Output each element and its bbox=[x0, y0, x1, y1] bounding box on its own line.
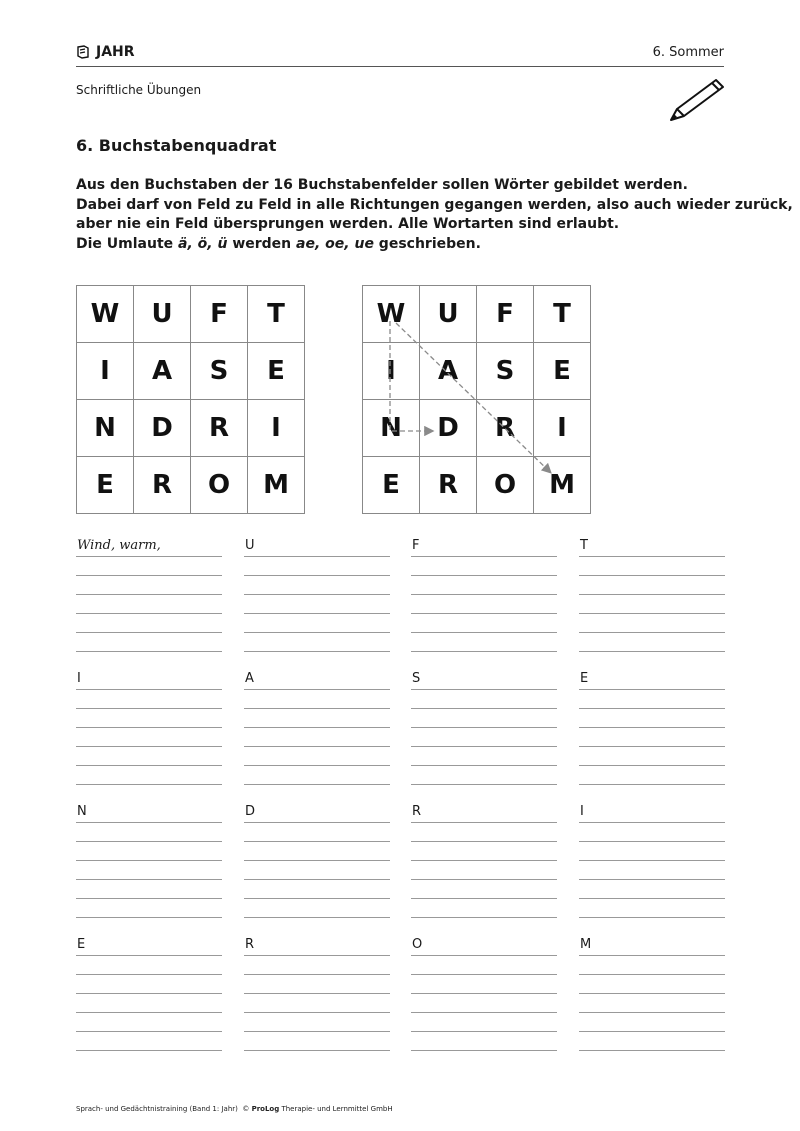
answer-heading[interactable]: S bbox=[411, 671, 557, 690]
header-logo bbox=[76, 44, 135, 60]
answer-line[interactable] bbox=[411, 1032, 557, 1051]
answer-line[interactable] bbox=[244, 595, 390, 614]
answer-heading[interactable]: Wind, warm, bbox=[76, 538, 222, 557]
answer-line[interactable] bbox=[76, 595, 222, 614]
header-divider bbox=[76, 66, 724, 67]
footer bbox=[76, 1105, 393, 1113]
section-label: Schriftliche Übungen bbox=[76, 83, 202, 97]
grid-cell: A bbox=[134, 343, 191, 400]
answer-heading[interactable]: I bbox=[76, 671, 222, 690]
answer-line[interactable] bbox=[76, 899, 222, 918]
answer-line[interactable] bbox=[411, 956, 557, 975]
answer-block bbox=[579, 671, 725, 785]
pencil-icon bbox=[668, 76, 726, 122]
answer-block bbox=[76, 538, 222, 652]
grid-cell: U bbox=[134, 286, 191, 343]
answer-line[interactable] bbox=[244, 994, 390, 1013]
answer-line[interactable] bbox=[76, 842, 222, 861]
answer-block bbox=[411, 671, 557, 785]
grid-cell: E bbox=[534, 343, 591, 400]
instruction-line: Dabei darf von Feld zu Feld in alle Richtungen gegangen werden, also auch wieder zurück, bbox=[76, 196, 793, 213]
answer-line[interactable] bbox=[244, 956, 390, 975]
answer-line[interactable] bbox=[579, 956, 725, 975]
answer-heading[interactable]: M bbox=[579, 937, 725, 956]
answer-line[interactable] bbox=[76, 880, 222, 899]
answer-line[interactable] bbox=[76, 747, 222, 766]
answer-line[interactable] bbox=[244, 975, 390, 994]
answer-block bbox=[244, 538, 390, 652]
grid-cell: R bbox=[134, 457, 191, 514]
answer-heading[interactable]: O bbox=[411, 937, 557, 956]
answer-line[interactable] bbox=[579, 595, 725, 614]
answer-line[interactable] bbox=[244, 576, 390, 595]
answer-line[interactable] bbox=[76, 956, 222, 975]
answer-line[interactable] bbox=[244, 557, 390, 576]
grid-cell: I bbox=[363, 343, 420, 400]
answer-line[interactable] bbox=[411, 633, 557, 652]
footer-copyright: © bbox=[242, 1105, 250, 1113]
answer-line[interactable] bbox=[579, 975, 725, 994]
answer-line[interactable] bbox=[244, 747, 390, 766]
answer-line[interactable] bbox=[244, 842, 390, 861]
answer-line[interactable] bbox=[411, 861, 557, 880]
answer-block bbox=[411, 937, 557, 1051]
answer-heading[interactable]: A bbox=[244, 671, 390, 690]
answer-heading[interactable]: T bbox=[579, 538, 725, 557]
answer-line[interactable] bbox=[244, 728, 390, 747]
answer-heading[interactable]: R bbox=[411, 804, 557, 823]
grid-cell: E bbox=[77, 457, 134, 514]
book-logo-icon bbox=[76, 45, 90, 59]
answer-line[interactable] bbox=[244, 880, 390, 899]
answer-line[interactable] bbox=[76, 728, 222, 747]
answer-block bbox=[579, 804, 725, 918]
grid-cell: D bbox=[420, 400, 477, 457]
grid-cell: E bbox=[363, 457, 420, 514]
answer-line[interactable] bbox=[76, 576, 222, 595]
answer-line[interactable] bbox=[244, 823, 390, 842]
answer-line[interactable] bbox=[411, 614, 557, 633]
grid-cell: O bbox=[477, 457, 534, 514]
answer-block bbox=[244, 671, 390, 785]
answer-line[interactable] bbox=[579, 747, 725, 766]
answer-block bbox=[76, 804, 222, 918]
answer-line[interactable] bbox=[244, 690, 390, 709]
answer-line[interactable] bbox=[411, 690, 557, 709]
answer-line[interactable] bbox=[411, 766, 557, 785]
answer-line[interactable] bbox=[76, 1013, 222, 1032]
header-logo-text: JAHR bbox=[96, 44, 135, 60]
grid-cell: R bbox=[420, 457, 477, 514]
answer-line[interactable] bbox=[411, 557, 557, 576]
answer-line[interactable] bbox=[411, 709, 557, 728]
answer-line[interactable] bbox=[244, 614, 390, 633]
answer-heading[interactable]: D bbox=[244, 804, 390, 823]
answer-heading[interactable]: U bbox=[244, 538, 390, 557]
answer-block bbox=[579, 538, 725, 652]
grid-cell: R bbox=[477, 400, 534, 457]
answer-block bbox=[76, 671, 222, 785]
answer-line[interactable] bbox=[76, 633, 222, 652]
grid-cell: N bbox=[363, 400, 420, 457]
answer-line[interactable] bbox=[579, 633, 725, 652]
answer-line[interactable] bbox=[579, 766, 725, 785]
answer-line[interactable] bbox=[411, 576, 557, 595]
answer-line[interactable] bbox=[579, 728, 725, 747]
header-season: 6. Sommer bbox=[652, 45, 724, 60]
answer-line[interactable] bbox=[411, 880, 557, 899]
grid-cell: I bbox=[77, 343, 134, 400]
answer-line[interactable] bbox=[76, 614, 222, 633]
answer-heading[interactable]: R bbox=[244, 937, 390, 956]
answer-line[interactable] bbox=[76, 1032, 222, 1051]
answer-line[interactable] bbox=[411, 975, 557, 994]
answer-block bbox=[579, 937, 725, 1051]
footer-brand: ProLog bbox=[251, 1105, 280, 1113]
grid-cell: I bbox=[534, 400, 591, 457]
grid-cell: E bbox=[248, 343, 305, 400]
answer-line[interactable] bbox=[579, 576, 725, 595]
answer-line[interactable] bbox=[579, 614, 725, 633]
answer-line[interactable] bbox=[579, 690, 725, 709]
answer-line[interactable] bbox=[244, 633, 390, 652]
answer-line[interactable] bbox=[411, 823, 557, 842]
answer-line[interactable] bbox=[76, 690, 222, 709]
grid-cell: S bbox=[477, 343, 534, 400]
grid-cell: I bbox=[248, 400, 305, 457]
grid-cell: W bbox=[363, 286, 420, 343]
answer-block bbox=[244, 804, 390, 918]
answer-line[interactable] bbox=[579, 1032, 725, 1051]
answer-heading[interactable]: E bbox=[76, 937, 222, 956]
answer-line[interactable] bbox=[411, 1013, 557, 1032]
grid-cell: S bbox=[191, 343, 248, 400]
answer-line[interactable] bbox=[76, 557, 222, 576]
answer-line[interactable] bbox=[244, 709, 390, 728]
grid-cell: A bbox=[420, 343, 477, 400]
answer-line[interactable] bbox=[76, 823, 222, 842]
answer-line[interactable] bbox=[244, 1013, 390, 1032]
grid-cell: F bbox=[477, 286, 534, 343]
answer-heading[interactable]: E bbox=[579, 671, 725, 690]
grid-cell: M bbox=[248, 457, 305, 514]
grid-cell: D bbox=[134, 400, 191, 457]
answer-block bbox=[244, 937, 390, 1051]
answer-line[interactable] bbox=[411, 728, 557, 747]
grid-cell: W bbox=[77, 286, 134, 343]
answer-heading[interactable]: F bbox=[411, 538, 557, 557]
answer-line[interactable] bbox=[411, 994, 557, 1013]
grid-cell: T bbox=[534, 286, 591, 343]
instruction-line: aber nie ein Feld übersprungen werden. Alle Wortarten sind erlaubt. bbox=[76, 216, 620, 233]
answer-block bbox=[411, 804, 557, 918]
answer-line[interactable] bbox=[411, 842, 557, 861]
answer-heading[interactable]: I bbox=[579, 804, 725, 823]
letter-grid-blank bbox=[76, 285, 305, 514]
grid-cell: T bbox=[248, 286, 305, 343]
answer-heading[interactable]: N bbox=[76, 804, 222, 823]
grid-cell: F bbox=[191, 286, 248, 343]
answer-line[interactable] bbox=[579, 861, 725, 880]
footer-publisher: Therapie- und Lernmittel GmbH bbox=[281, 1105, 393, 1113]
answer-line[interactable] bbox=[76, 861, 222, 880]
answer-line[interactable] bbox=[579, 1013, 725, 1032]
answer-line[interactable] bbox=[411, 747, 557, 766]
answer-line[interactable] bbox=[579, 557, 725, 576]
instructions bbox=[76, 176, 793, 254]
answer-block bbox=[76, 937, 222, 1051]
answer-line[interactable] bbox=[244, 1032, 390, 1051]
answer-line[interactable] bbox=[76, 709, 222, 728]
answer-line[interactable] bbox=[244, 899, 390, 918]
grid-cell: M bbox=[534, 457, 591, 514]
footer-book: Sprach- und Gedächtnistraining (Band 1: Jahr) bbox=[76, 1105, 238, 1113]
grid-cell: O bbox=[191, 457, 248, 514]
answer-line[interactable] bbox=[76, 975, 222, 994]
answer-line[interactable] bbox=[579, 880, 725, 899]
answer-line[interactable] bbox=[411, 595, 557, 614]
answer-line[interactable] bbox=[579, 709, 725, 728]
grid-cell: R bbox=[191, 400, 248, 457]
answer-line[interactable] bbox=[76, 766, 222, 785]
answer-line[interactable] bbox=[579, 823, 725, 842]
answer-block bbox=[411, 538, 557, 652]
answer-line[interactable] bbox=[579, 842, 725, 861]
answer-line[interactable] bbox=[411, 899, 557, 918]
answer-line[interactable] bbox=[579, 899, 725, 918]
instruction-line: Die Umlaute ä, ö, ü werden ae, oe, ue geschrieben. bbox=[76, 235, 481, 252]
grid-cell: U bbox=[420, 286, 477, 343]
answer-line[interactable] bbox=[579, 994, 725, 1013]
letter-grid-example bbox=[362, 285, 591, 514]
answer-line[interactable] bbox=[244, 861, 390, 880]
exercise-title: 6. Buchstabenquadrat bbox=[76, 136, 277, 155]
answer-line[interactable] bbox=[244, 766, 390, 785]
answer-line[interactable] bbox=[76, 994, 222, 1013]
grid-cell: N bbox=[77, 400, 134, 457]
instruction-line: Aus den Buchstaben der 16 Buchstabenfelder sollen Wörter gebildet werden. bbox=[76, 177, 688, 193]
